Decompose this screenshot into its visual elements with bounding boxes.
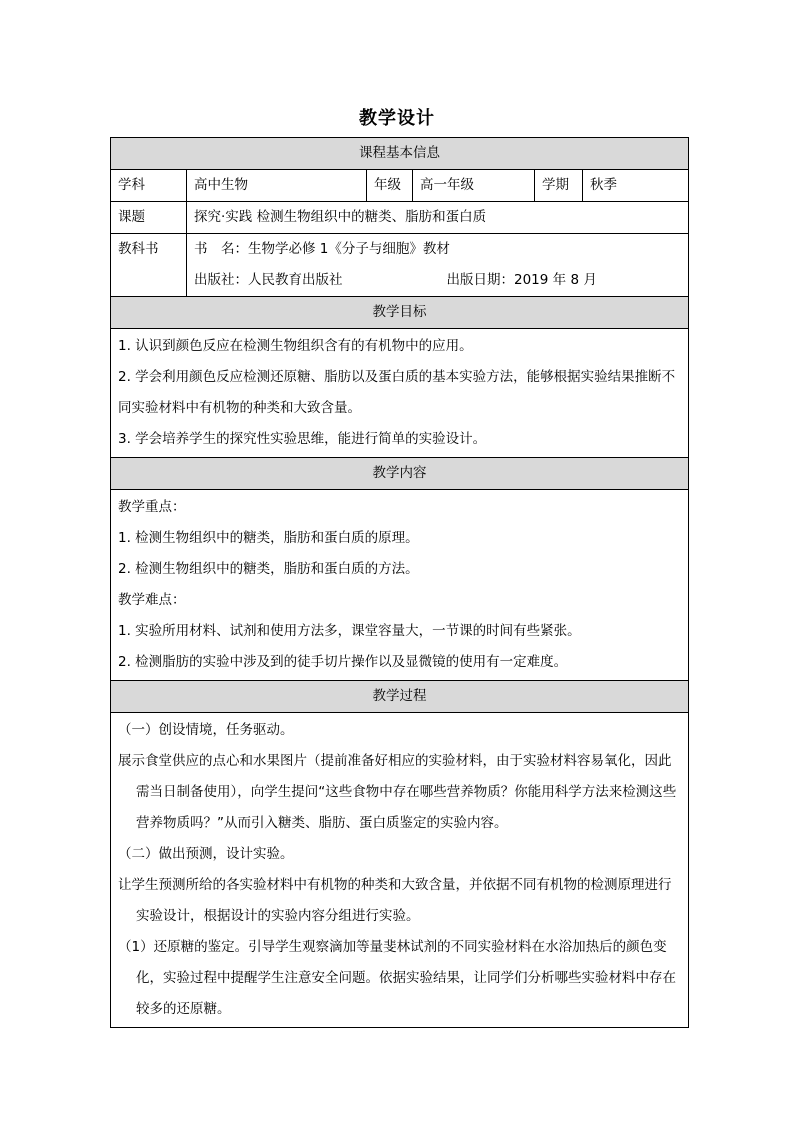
difficult-point-item: 2. 检测脂肪的实验中涉及到的徒手切片操作以及显微镜的使用有一定难度。 [118, 654, 568, 670]
objective-item: 3. 学会培养学生的探究性实验思维，能进行简单的实验设计。 [118, 431, 487, 447]
key-points-label: 教学重点： [118, 499, 186, 515]
content-row [111, 490, 689, 681]
process-row [111, 713, 689, 1028]
objectives-row [111, 329, 689, 458]
step-2-title: （二）做出预测，设计实验。 [118, 846, 294, 862]
step-1-text: 展示食堂供应的点心和水果图片（提前准备好相应的实验材料，由于实验材料容易氧化，因此需当日制备使用），向学生提问“这些食物中存在哪些营养物质？你能用科学方法来检测这些营养物质吗？”从而引入糖类、脂肪、蛋白质鉴定的实验内容。 [118, 753, 677, 831]
process-header: 教学过程 [111, 681, 689, 713]
textbook-info [187, 234, 689, 297]
topic-row [111, 202, 689, 234]
term-label: 学期 [535, 170, 583, 202]
subject-label: 学科 [111, 170, 187, 202]
key-point-item: 1. 检测生物组织中的糖类，脂肪和蛋白质的原理。 [118, 530, 419, 546]
textbook-row [111, 234, 689, 297]
content-header: 教学内容 [111, 458, 689, 490]
term-value: 秋季 [583, 170, 689, 202]
objectives-header: 教学目标 [111, 297, 689, 329]
step-1-title: （一）创设情境，任务驱动。 [118, 722, 294, 738]
objectives-header-row [111, 297, 689, 329]
page-title: 教学设计 [359, 108, 435, 129]
content-header-row [111, 458, 689, 490]
difficult-points-label: 教学难点： [118, 592, 186, 608]
step-3-text: （1）还原糖的鉴定。引导学生观察滴加等量斐林试剂的不同实验材料在水浴加热后的颜色变化，实验过程中提醒学生注意安全问题。依据实验结果，让同学们分析哪些实验材料中存在较多的还原糖。 [118, 939, 676, 1017]
textbook-label: 教科书 [111, 234, 187, 297]
lesson-plan-table [110, 137, 689, 1028]
objective-item: 2. 学会利用颜色反应检测还原糖、脂肪以及蛋白质的基本实验方法，能够根据实验结果推断不同实验材料中有机物的种类和大致含量。 [118, 369, 676, 416]
teaching-process [111, 713, 689, 1028]
objective-item: 1. 认识到颜色反应在检测生物组织含有的有机物中的应用。 [118, 338, 473, 354]
grade-label: 年级 [367, 170, 413, 202]
step-2-text: 让学生预测所给的各实验材料中有机物的种类和大致含量，并依据不同有机物的检测原理进行实验设计，根据设计的实验内容分组进行实验。 [118, 877, 672, 924]
topic-value: 探究·实践 检测生物组织中的糖类、脂肪和蛋白质 [187, 202, 689, 234]
topic-label: 课题 [111, 202, 187, 234]
key-point-item: 2. 检测生物组织中的糖类，脂肪和蛋白质的方法。 [118, 561, 419, 577]
grade-value: 高一年级 [413, 170, 535, 202]
publication-date: 出版日期：2019 年 8 月 [446, 272, 597, 288]
teaching-content [111, 490, 689, 681]
subject-row [111, 170, 689, 202]
book-name: 书 名：生物学必修 1《分子与细胞》教材 [194, 241, 450, 257]
subject-value: 高中生物 [187, 170, 367, 202]
difficult-point-item: 1. 实验所用材料、试剂和使用方法多，课堂容量大，一节课的时间有些紧张。 [118, 623, 581, 639]
basic-info-header-row [111, 138, 689, 170]
publisher-line [194, 265, 681, 296]
publisher: 出版社：人民教育出版社 [194, 272, 343, 288]
basic-info-header: 课程基本信息 [111, 138, 689, 170]
process-header-row [111, 681, 689, 713]
objectives-content [111, 329, 689, 458]
